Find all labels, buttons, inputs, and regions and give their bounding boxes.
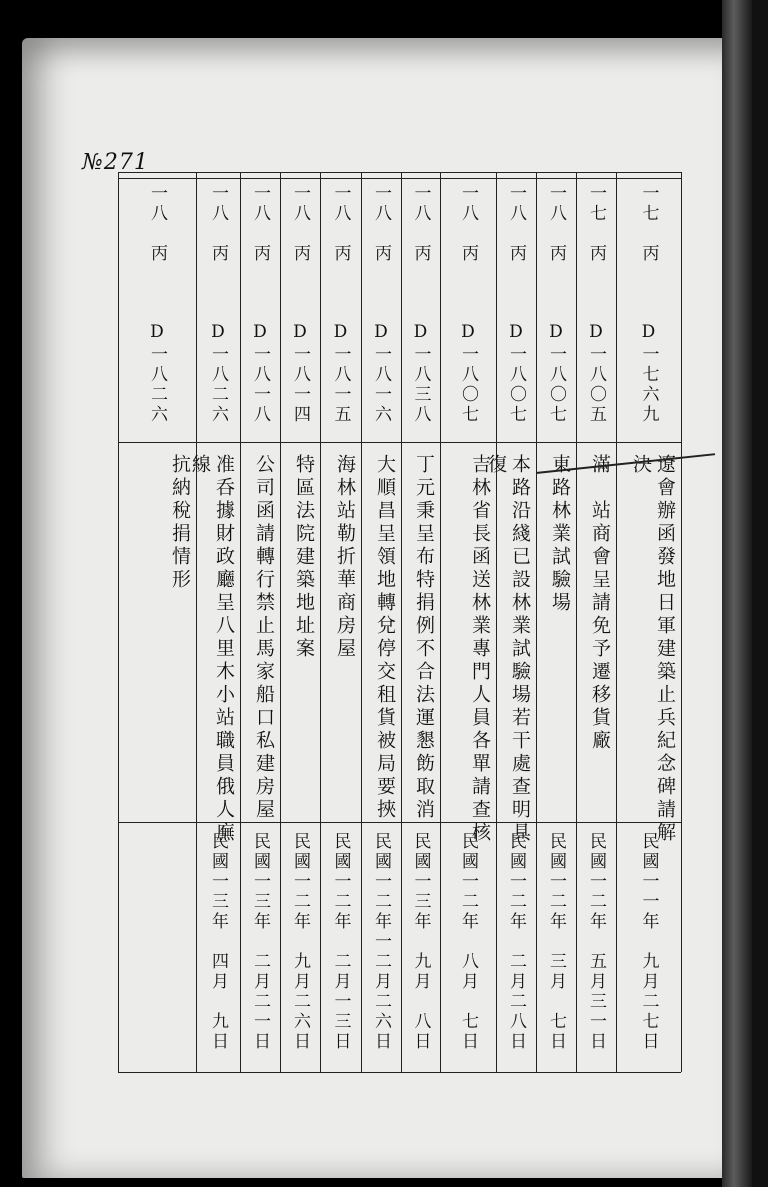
date-text: 民國一三年 四月 九日 [208, 832, 228, 1052]
subject-text: 丁元秉呈布特捐例不合法運懇飭取消 [413, 454, 435, 822]
subject-text: 復 [485, 454, 507, 477]
category-mark: 丙 [638, 244, 659, 264]
file-code: D一八二六 [208, 322, 228, 425]
subject-text: 特區法院建築地址案 [293, 454, 315, 661]
volume-number: 一八 [290, 184, 310, 224]
document-number: №271 [82, 150, 149, 175]
volume-number: 一八 [410, 184, 431, 224]
category-mark: 丙 [208, 244, 228, 264]
date-text: 民國一二年 三月 七日 [546, 832, 566, 1052]
file-code: D一八一四 [290, 322, 310, 425]
column-rule [440, 172, 441, 1072]
volume-number: 一七 [638, 184, 659, 224]
category-mark: 丙 [546, 244, 566, 264]
subject-text: 線 [189, 454, 211, 477]
row-rule [118, 1072, 681, 1073]
subject-text: 滿 站商會呈請免予遷移貨廠 [589, 454, 611, 753]
column-rule [496, 172, 497, 1072]
row-rule [118, 172, 681, 173]
category-mark: 丙 [506, 244, 526, 264]
file-code: D一七六九 [638, 322, 659, 425]
book-binding [722, 0, 752, 1187]
volume-number: 一八 [147, 184, 167, 224]
volume-number: 一八 [546, 184, 566, 224]
volume-number: 一八 [330, 184, 351, 224]
volume-number: 一八 [506, 184, 526, 224]
page-edge [752, 0, 768, 1187]
date-text: 民國一二年 二月一三日 [330, 832, 351, 1052]
file-code: D一八一八 [250, 322, 270, 425]
category-mark: 丙 [371, 244, 391, 264]
volume-number: 一八 [208, 184, 228, 224]
subject-text: 東路林業試驗場 [549, 454, 571, 615]
file-code: D一八二六 [147, 322, 167, 425]
category-mark: 丙 [586, 244, 606, 264]
subject-text: 抗納稅捐情形 [169, 454, 191, 592]
category-mark: 丙 [290, 244, 310, 264]
file-code: D一八〇七 [458, 322, 478, 425]
column-rule [240, 172, 241, 1072]
subject-text: 大順昌呈領地轉兌停交租貨被局要挾 [374, 454, 396, 822]
date-text: 民國一二年 九月二六日 [290, 832, 310, 1052]
volume-number: 一八 [371, 184, 391, 224]
column-rule [576, 172, 577, 1072]
column-rule [280, 172, 281, 1072]
date-text: 民國一三年 二月二一日 [250, 832, 270, 1052]
column-rule [536, 172, 537, 1072]
subject-text: 准呑據財政廳呈八里木小站職員俄人廡 [213, 454, 235, 845]
category-mark: 丙 [147, 244, 167, 264]
file-code: D一八〇七 [506, 322, 526, 425]
subject-text: 本路沿綫已設林業試驗場若干處查明具 [509, 454, 531, 845]
column-rule [361, 172, 362, 1072]
column-rule [401, 172, 402, 1072]
column-rule [196, 172, 197, 1072]
date-text: 民國一二年一二月二六日 [371, 832, 391, 1052]
file-code: D一八〇五 [586, 322, 606, 425]
column-rule [118, 172, 119, 1072]
column-rule [320, 172, 321, 1072]
category-mark: 丙 [250, 244, 270, 264]
date-text: 民國一一年 九月二七日 [638, 832, 659, 1052]
file-code: D一八〇七 [546, 322, 566, 425]
row-rule [118, 442, 681, 443]
category-mark: 丙 [330, 244, 351, 264]
volume-number: 一八 [458, 184, 478, 224]
volume-number: 一七 [586, 184, 606, 224]
column-rule [616, 172, 617, 1072]
date-text: 民國一二年 五月三一日 [586, 832, 606, 1052]
date-text: 民國一三年 九月 八日 [410, 832, 431, 1052]
catalog-table [118, 172, 681, 1072]
category-mark: 丙 [410, 244, 431, 264]
file-code: D一八一六 [371, 322, 391, 425]
date-text: 民國一二年 八月 七日 [458, 832, 478, 1052]
subject-text: 遼會辦函發地日軍建築止兵紀念碑請解 [654, 454, 676, 845]
category-mark: 丙 [458, 244, 478, 264]
subject-text: 決 [630, 454, 652, 477]
row-rule [118, 822, 681, 823]
subject-text: 海林站勒折華商房屋 [334, 454, 356, 661]
file-code: D一八一五 [330, 322, 351, 425]
subject-text: 公司函請轉行禁止馬家船口私建房屋 [253, 454, 275, 822]
row-rule [118, 178, 681, 179]
volume-number: 一八 [250, 184, 270, 224]
column-rule [681, 172, 682, 1072]
date-text: 民國一二年 二月二八日 [506, 832, 526, 1052]
file-code: D一八三八 [410, 322, 431, 425]
subject-text: 吉林省長函送林業專門人員各單請查核 [469, 454, 491, 845]
